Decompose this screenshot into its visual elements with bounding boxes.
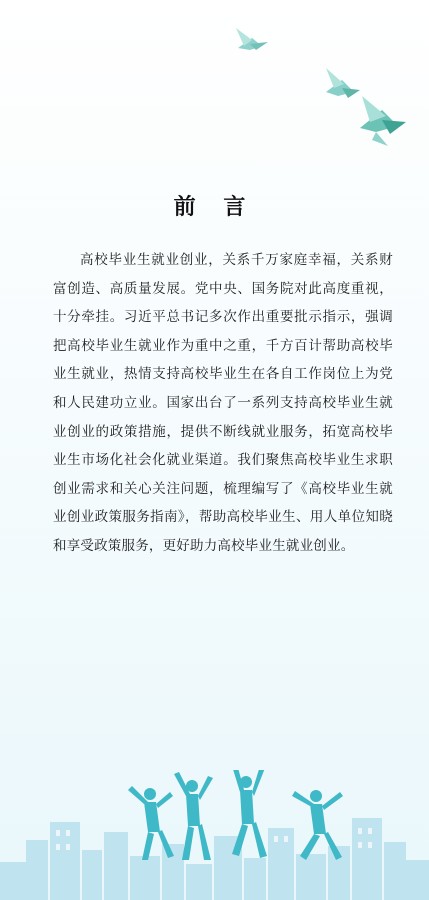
jumping-people-icon bbox=[128, 770, 343, 860]
preface-body bbox=[53, 246, 393, 561]
paper-crane-icon bbox=[326, 68, 360, 98]
page-title: 前 言 bbox=[173, 194, 256, 220]
city-skyline-decoration bbox=[0, 770, 429, 900]
paper-cranes-decoration bbox=[0, 0, 429, 160]
paper-crane-icon bbox=[360, 96, 406, 146]
paper-crane-icon bbox=[236, 28, 268, 50]
preface-paragraph: 高校毕业生就业创业，关系千万家庭幸福，关系财富创造、高质量发展。党中央、国务院对此高度重视，十分牵挂。习近平总书记多次作出重要批示指示，强调把高校毕业生就业作为重中之重，千方百计帮助高校毕业生就业，热情支持高校毕业生在各自工作岗位上为党和人民建功立业。国家出台了一系列支持高校毕业生就业创业的政策措施，提供不断线就业服务，拓宽高校毕业生市场化社会化就业渠道。我们聚焦高校毕业生求职创业需求和关心关注问题，梳理编写了《高校毕业生就业创业政策服务指南》，帮助高校毕业生、用人单位知晓和享受政策服务，更好助力高校毕业生就业创业。 bbox=[53, 252, 393, 554]
